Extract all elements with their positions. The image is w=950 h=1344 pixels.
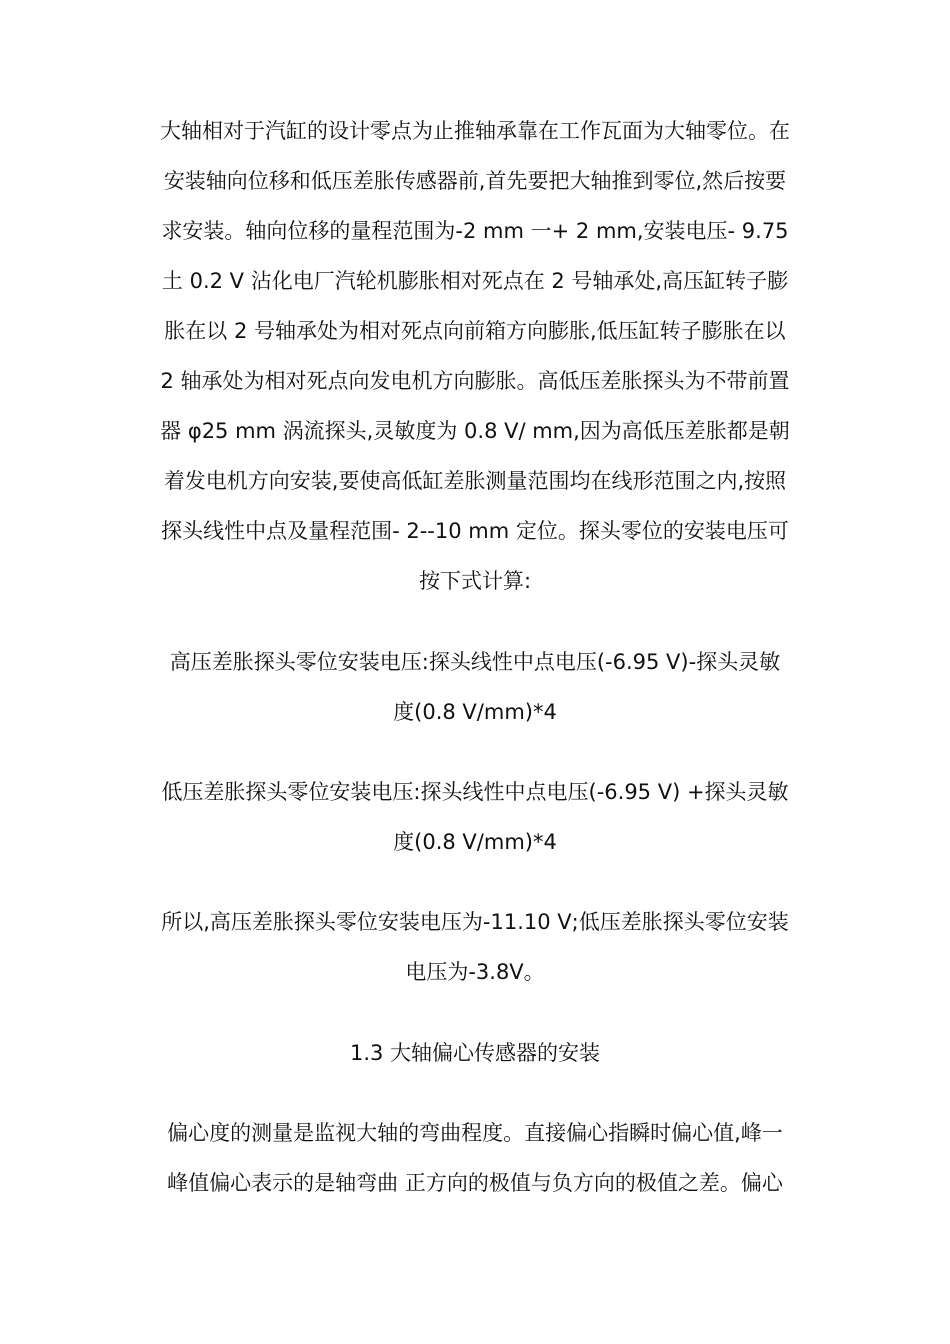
paragraph-installation-intro	[140, 106, 810, 606]
text-line: 求安装。轴向位移的量程范围为-2 mm 一+ 2 mm,安装电压- 9.75	[161, 219, 789, 243]
text-line: 峰值偏心表示的是轴弯曲 正方向的极值与负方向的极值之差。偏心	[167, 1171, 783, 1195]
text-line: 大轴相对于汽缸的设计零点为止推轴承靠在工作瓦面为大轴零位。在	[160, 119, 790, 143]
paragraph-low-pressure-formula	[140, 767, 810, 867]
text-line: 器 φ25 mm 涡流探头,灵敏度为 0.8 V/ mm,因为高低压差胀都是朝	[160, 419, 790, 443]
section-heading	[140, 1028, 810, 1078]
text-line: 2 轴承处为相对死点向发电机方向膨胀。高低压差胀探头为不带前置	[160, 369, 790, 393]
text-line: 安装轴向位移和低压差胀传感器前,首先要把大轴推到零位,然后按要	[163, 169, 787, 193]
text-line: 电压为-3.8V。	[405, 960, 545, 984]
text-line: 所以,高压差胀探头零位安装电压为-11.10 V;低压差胀探头零位安装	[161, 910, 789, 934]
text-line: 度(0.8 V/mm)*4	[393, 700, 557, 724]
text-line: 度(0.8 V/mm)*4	[393, 830, 557, 854]
text-line: 低压差胀探头零位安装电压:探头线性中点电压(-6.95 V) +探头灵敏	[161, 780, 789, 804]
heading-text: 1.3 大轴偏心传感器的安装	[349, 1041, 601, 1065]
text-line: 胀在以 2 号轴承处为相对死点向前箱方向膨胀,低压缸转子膨胀在以	[164, 319, 786, 343]
text-line: 探头线性中点及量程范围- 2--10 mm 定位。探头零位的安装电压可	[161, 519, 789, 543]
text-line: 高压差胀探头零位安装电压:探头线性中点电压(-6.95 V)-探头灵敏	[169, 650, 781, 674]
paragraph-eccentricity	[140, 1108, 810, 1208]
paragraph-result	[140, 897, 810, 997]
text-line: 土 0.2 V 沾化电厂汽轮机膨胀相对死点在 2 号轴承处,高压缸转子膨	[161, 269, 789, 293]
text-line: 偏心度的测量是监视大轴的弯曲程度。直接偏心指瞬时偏心值,峰一	[167, 1121, 783, 1145]
paragraph-high-pressure-formula	[140, 637, 810, 737]
text-line: 按下式计算:	[418, 569, 532, 593]
text-line: 着发电机方向安装,要使高低缸差胀测量范围均在线形范围之内,按照	[163, 469, 787, 493]
